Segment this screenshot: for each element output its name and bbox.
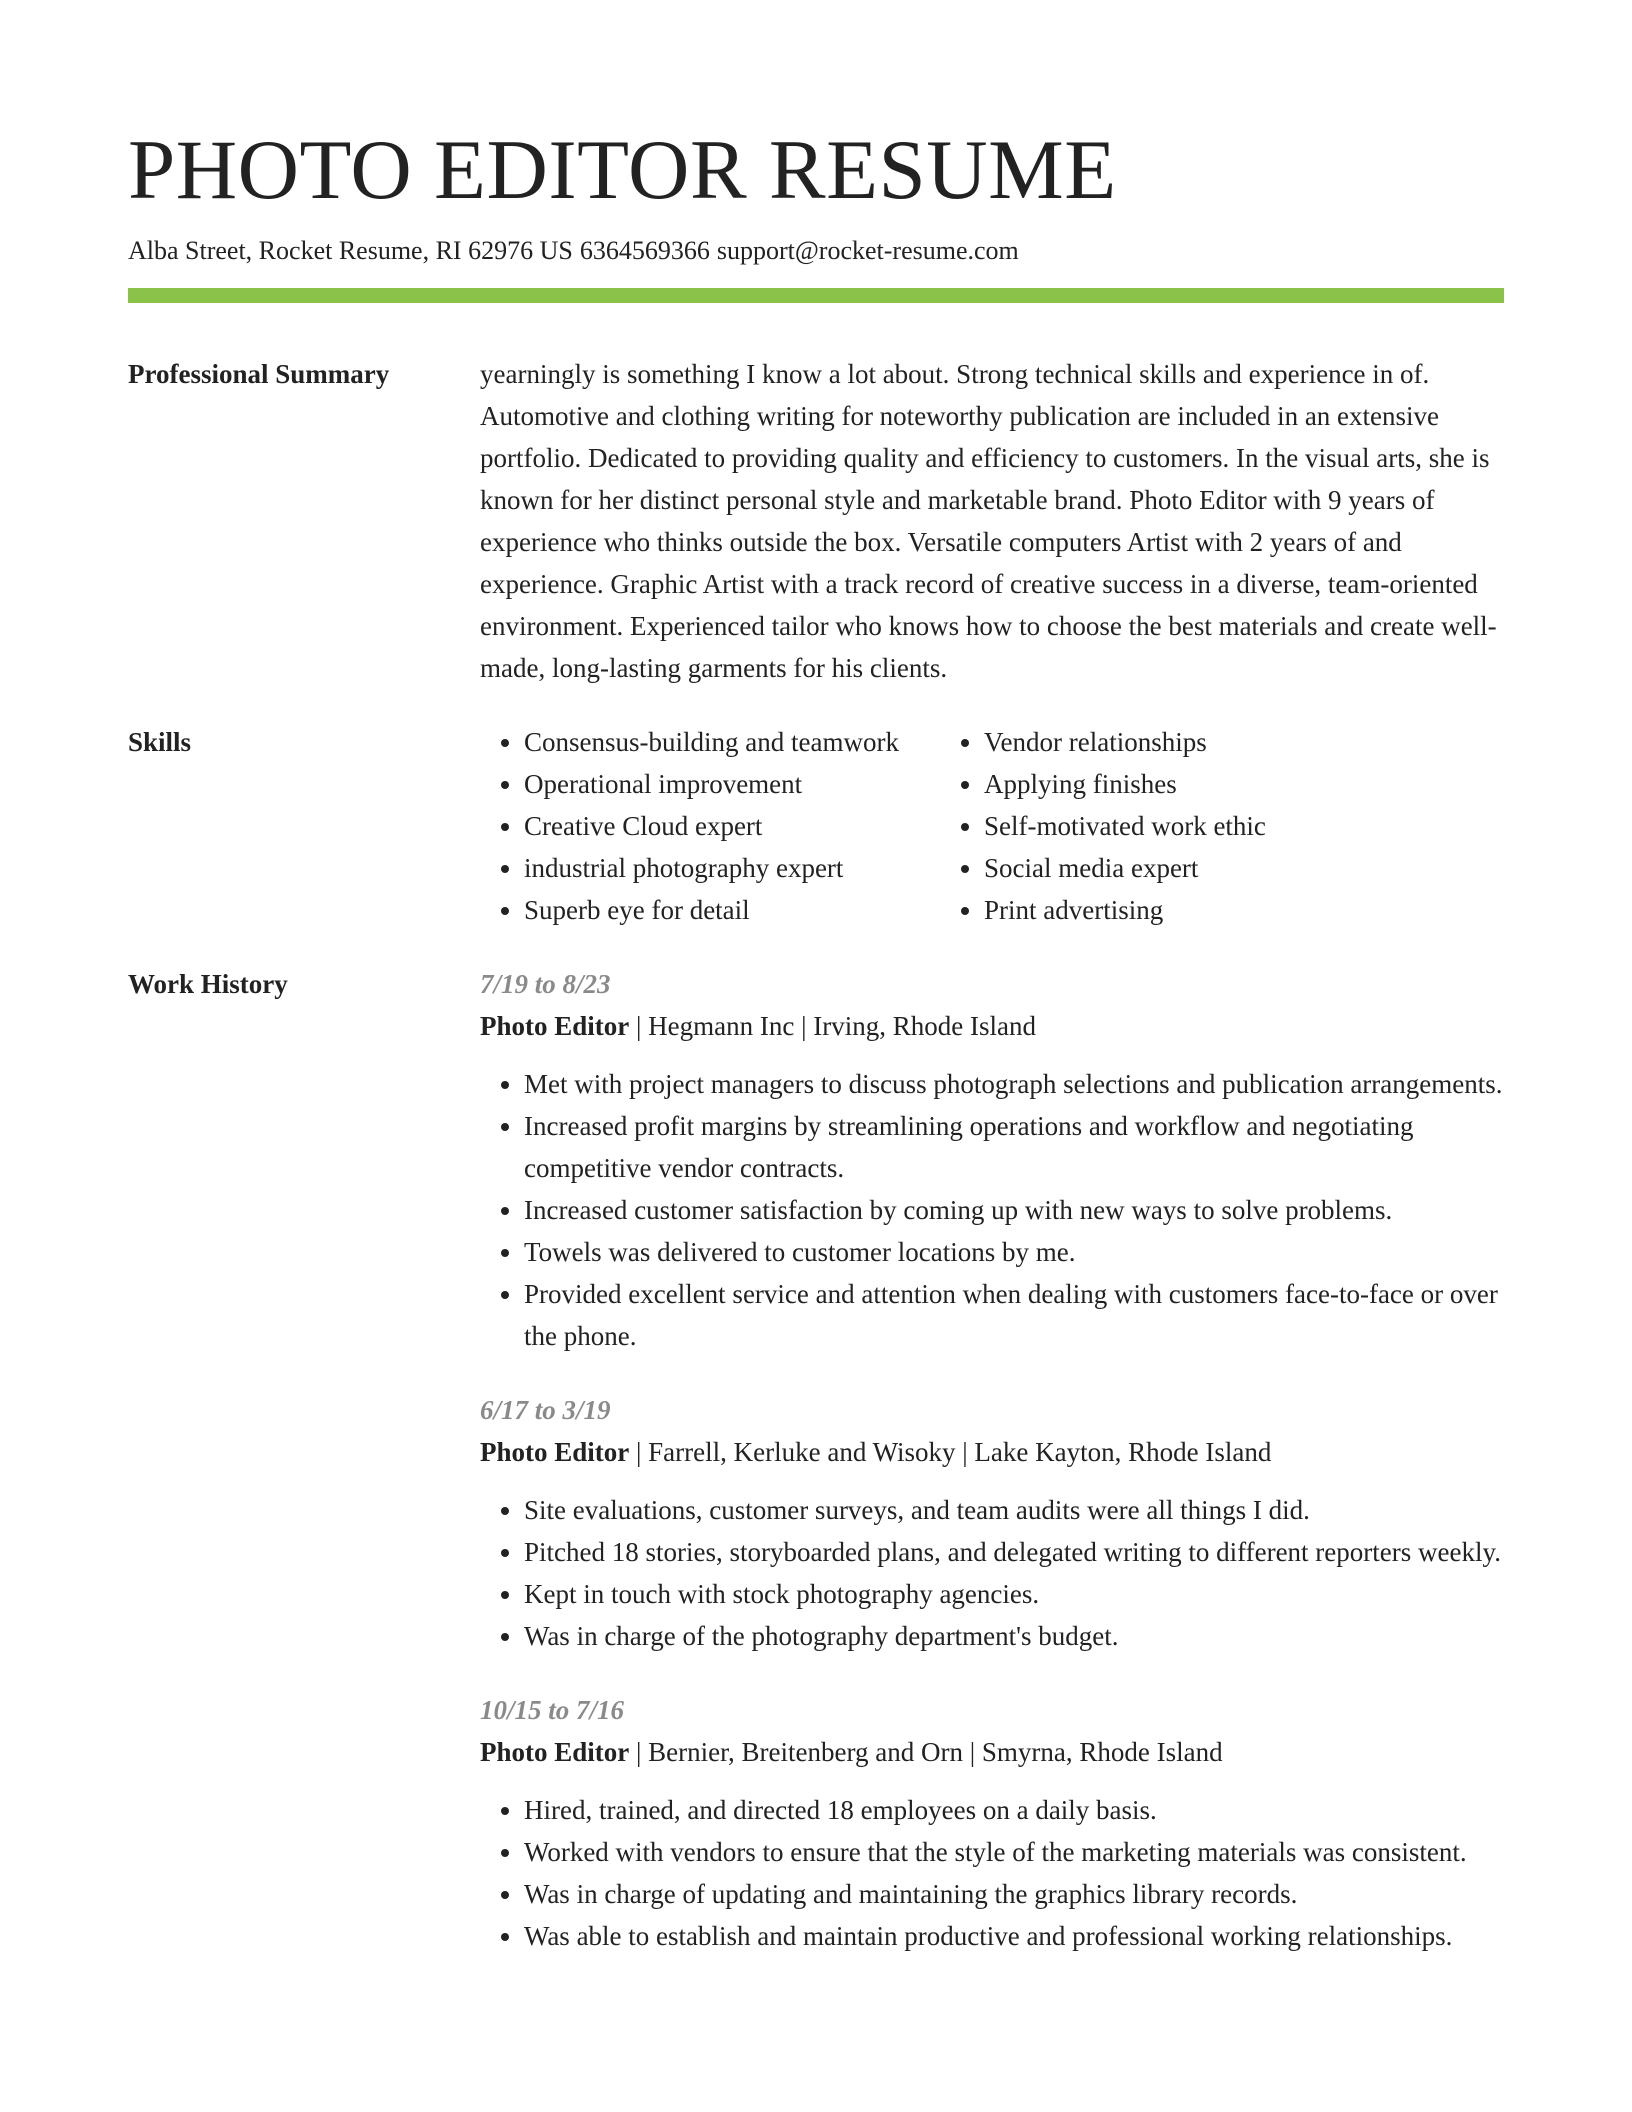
job-bullets [480,1063,1504,1357]
job-bullet: • Was in charge of updating and maintaining the graphics library records. [524,1873,1504,1915]
work-history-heading: Work History [128,969,288,999]
skills-list-right [940,721,1504,931]
job-bullet: • Hired, trained, and directed 18 employees on a daily basis. [524,1789,1504,1831]
summary-text: yearningly is something I know a lot about. Strong technical skills and experience in of. Automotive and clothing writing for noteworthy publication are included in an extensive portfolio. Dedicated to providing quality and efficiency to customers. In the visual arts, she is known for her distinct personal style and marketable brand. Photo Editor with 9 years of experience who thinks outside the box. Versatile computers Artist with 2 years of and experience. Graphic Artist with a track record of creative success in a diverse, team-oriented environment. Experienced tailor who knows how to choose the best materials and create well-made, long-lasting garments for his clients. [480,359,1497,683]
contact-address: Alba Street, Rocket Resume, RI 62976 US [128,236,573,265]
job-bullet: • Worked with vendors to ensure that the style of the marketing materials was consistent. [524,1831,1504,1873]
job-bullet: • Increased customer satisfaction by coming up with new ways to solve problems. [524,1189,1504,1231]
contact-line [128,234,1504,268]
skill-item: • Consensus-building and teamwork [524,721,940,763]
job-bullets [480,1789,1504,1957]
summary-heading: Professional Summary [128,359,390,389]
job-bullet: • Was in charge of the photography department's budget. [524,1615,1504,1657]
job-bullet: • Pitched 18 stories, storyboarded plans, and delegated writing to different reporters weekly. [524,1531,1504,1573]
skill-item: • Vendor relationships [984,721,1504,763]
skills-heading: Skills [128,727,192,757]
skill-item: • Operational improvement [524,763,940,805]
work-history-section [128,963,1504,1989]
job-dates: 7/19 to 8/23 [480,969,611,999]
skill-item: • industrial photography expert [524,847,940,889]
resume-title: PHOTO EDITOR RESUME [128,123,1117,217]
skill-item: • Self-motivated work ethic [984,805,1504,847]
job-bullet: • Site evaluations, customer surveys, and team audits were all things I did. [524,1489,1504,1531]
skill-item: • Superb eye for detail [524,889,940,931]
job-bullet: • Provided excellent service and attention when dealing with customers face-to-face or over the phone. [524,1273,1504,1357]
job-bullet: • Was able to establish and maintain productive and professional working relationships. [524,1915,1504,1957]
job-details: | Bernier, Breitenberg and Orn | Smyrna, Rhode Island [629,1737,1223,1767]
job-details: | Hegmann Inc | Irving, Rhode Island [629,1011,1036,1041]
job-title: Photo Editor [480,1737,630,1767]
skill-item: • Print advertising [984,889,1504,931]
skill-item: • Creative Cloud expert [524,805,940,847]
job-heading [480,1731,1504,1773]
job-bullet: • Towels was delivered to customer locations by me. [524,1231,1504,1273]
skill-item: • Applying finishes [984,763,1504,805]
job-entry [480,1389,1504,1657]
skills-section [128,721,1504,931]
contact-email: support@rocket-resume.com [716,236,1019,265]
job-heading [480,1005,1504,1047]
job-bullet: • Kept in touch with stock photography agencies. [524,1573,1504,1615]
resume-page [128,118,1504,1989]
job-dates: 6/17 to 3/19 [480,1395,611,1425]
job-dates: 10/15 to 7/16 [480,1695,625,1725]
skills-columns [480,721,1504,931]
job-details: | Farrell, Kerluke and Wisoky | Lake Kayton, Rhode Island [629,1437,1272,1467]
job-heading [480,1431,1504,1473]
skill-item: • Social media expert [984,847,1504,889]
job-title: Photo Editor [480,1437,630,1467]
job-entry [480,963,1504,1357]
contact-phone: 6364569366 [579,236,710,265]
skills-list-left [480,721,940,931]
header-divider [128,288,1504,303]
summary-section [128,353,1504,689]
job-bullet: • Met with project managers to discuss photograph selections and publication arrangements. [524,1063,1504,1105]
job-title: Photo Editor [480,1011,630,1041]
job-bullets [480,1489,1504,1657]
job-bullet: • Increased profit margins by streamlining operations and workflow and negotiating competitive vendor contracts. [524,1105,1504,1189]
job-entry [480,1689,1504,1957]
